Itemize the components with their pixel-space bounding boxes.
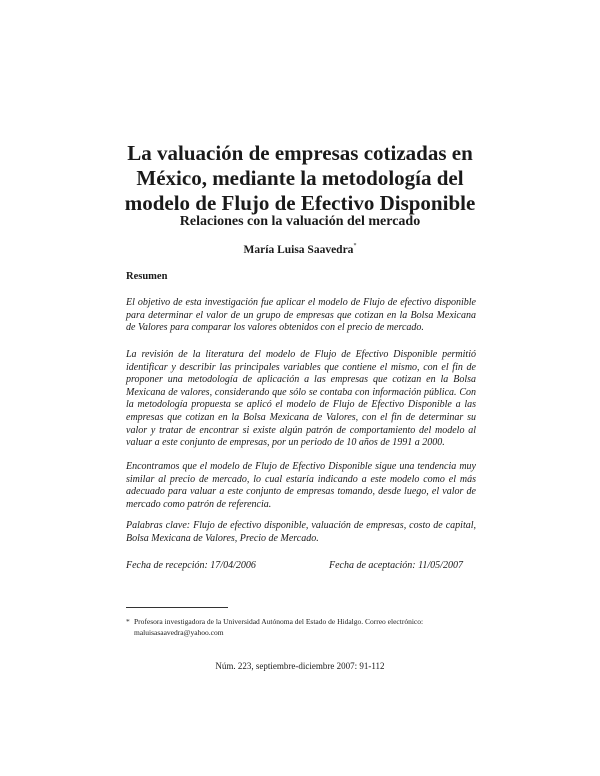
author-name: María Luisa Saavedra xyxy=(243,244,354,256)
abstract-paragraph-2: La revisión de la literatura del modelo de Flujo de Efectivo Disponible permitió identificar y describir las principales variables que contiene el mismo, con el fin de proponer una metodología de aplicación a las empresas que cotizan en la Bolsa Mexicana de valores, considerando que sólo se contaba con información pública. Con la metodología propuesta se aplicó el modelo de Flujo de Efectivo Disponible a las empresas que cotizan en la Bolsa Mexicana de Valores, con el fin de determinar su valor y tratar de encontrar si existe algún patrón de comportamiento del modelo al valuar a este conjunto de empresas, por un periodo de 10 años de 1991 a 2000. xyxy=(126,349,476,449)
title-line-1: La valuación de empresas cotizadas en xyxy=(127,141,473,165)
date-received: Fecha de recepción: 17/04/2006 xyxy=(126,560,256,571)
article-subtitle: Relaciones con la valuación del mercado xyxy=(179,214,421,229)
title-line-2: México, mediante la metodología del xyxy=(136,166,464,190)
title-line-3: modelo de Flujo de Efectivo Disponible xyxy=(124,191,476,215)
author-footnote-mark: * xyxy=(353,243,357,249)
footnote xyxy=(126,616,478,638)
abstract-paragraph-3: Encontramos que el modelo de Flujo de Efectivo Disponible sigue una tendencia muy similar al precio de mercado, lo cual estaría indicando a este modelo como el más adecuado para valuar a este conjunto de empresas tomando, desde luego, el valor de mercado como patrón de referencia. xyxy=(126,461,476,510)
footnote-text: Profesora investigadora de la Universidad Autónoma del Estado de Hidalgo. Correo electrónico: xyxy=(134,617,424,626)
keywords-paragraph: Palabras clave: Flujo de efectivo disponible, valuación de empresas, costo de capital, Bolsa Mexicana de Valores, Precio de Mercado. xyxy=(126,520,476,544)
author-line xyxy=(100,244,500,256)
issue-info: Núm. 223, septiembre-diciembre 2007: 91-112 xyxy=(215,661,385,671)
footnote-email: maluisasaavedra@yahoo.com xyxy=(134,628,224,637)
section-heading-resumen: Resumen xyxy=(126,271,168,282)
abstract-paragraph-1: El objetivo de esta investigación fue aplicar el modelo de Flujo de efectivo disponible para determinar el valor de un grupo de empresas que cotizan en la Bolsa Mexicana de Valores para comparar los valores obtenidos con el precio de mercado. xyxy=(126,297,476,334)
date-accepted: Fecha de aceptación: 11/05/2007 xyxy=(329,560,463,571)
footnote-divider xyxy=(126,607,228,608)
footnote-mark: * xyxy=(126,617,130,626)
article-title xyxy=(100,141,500,216)
